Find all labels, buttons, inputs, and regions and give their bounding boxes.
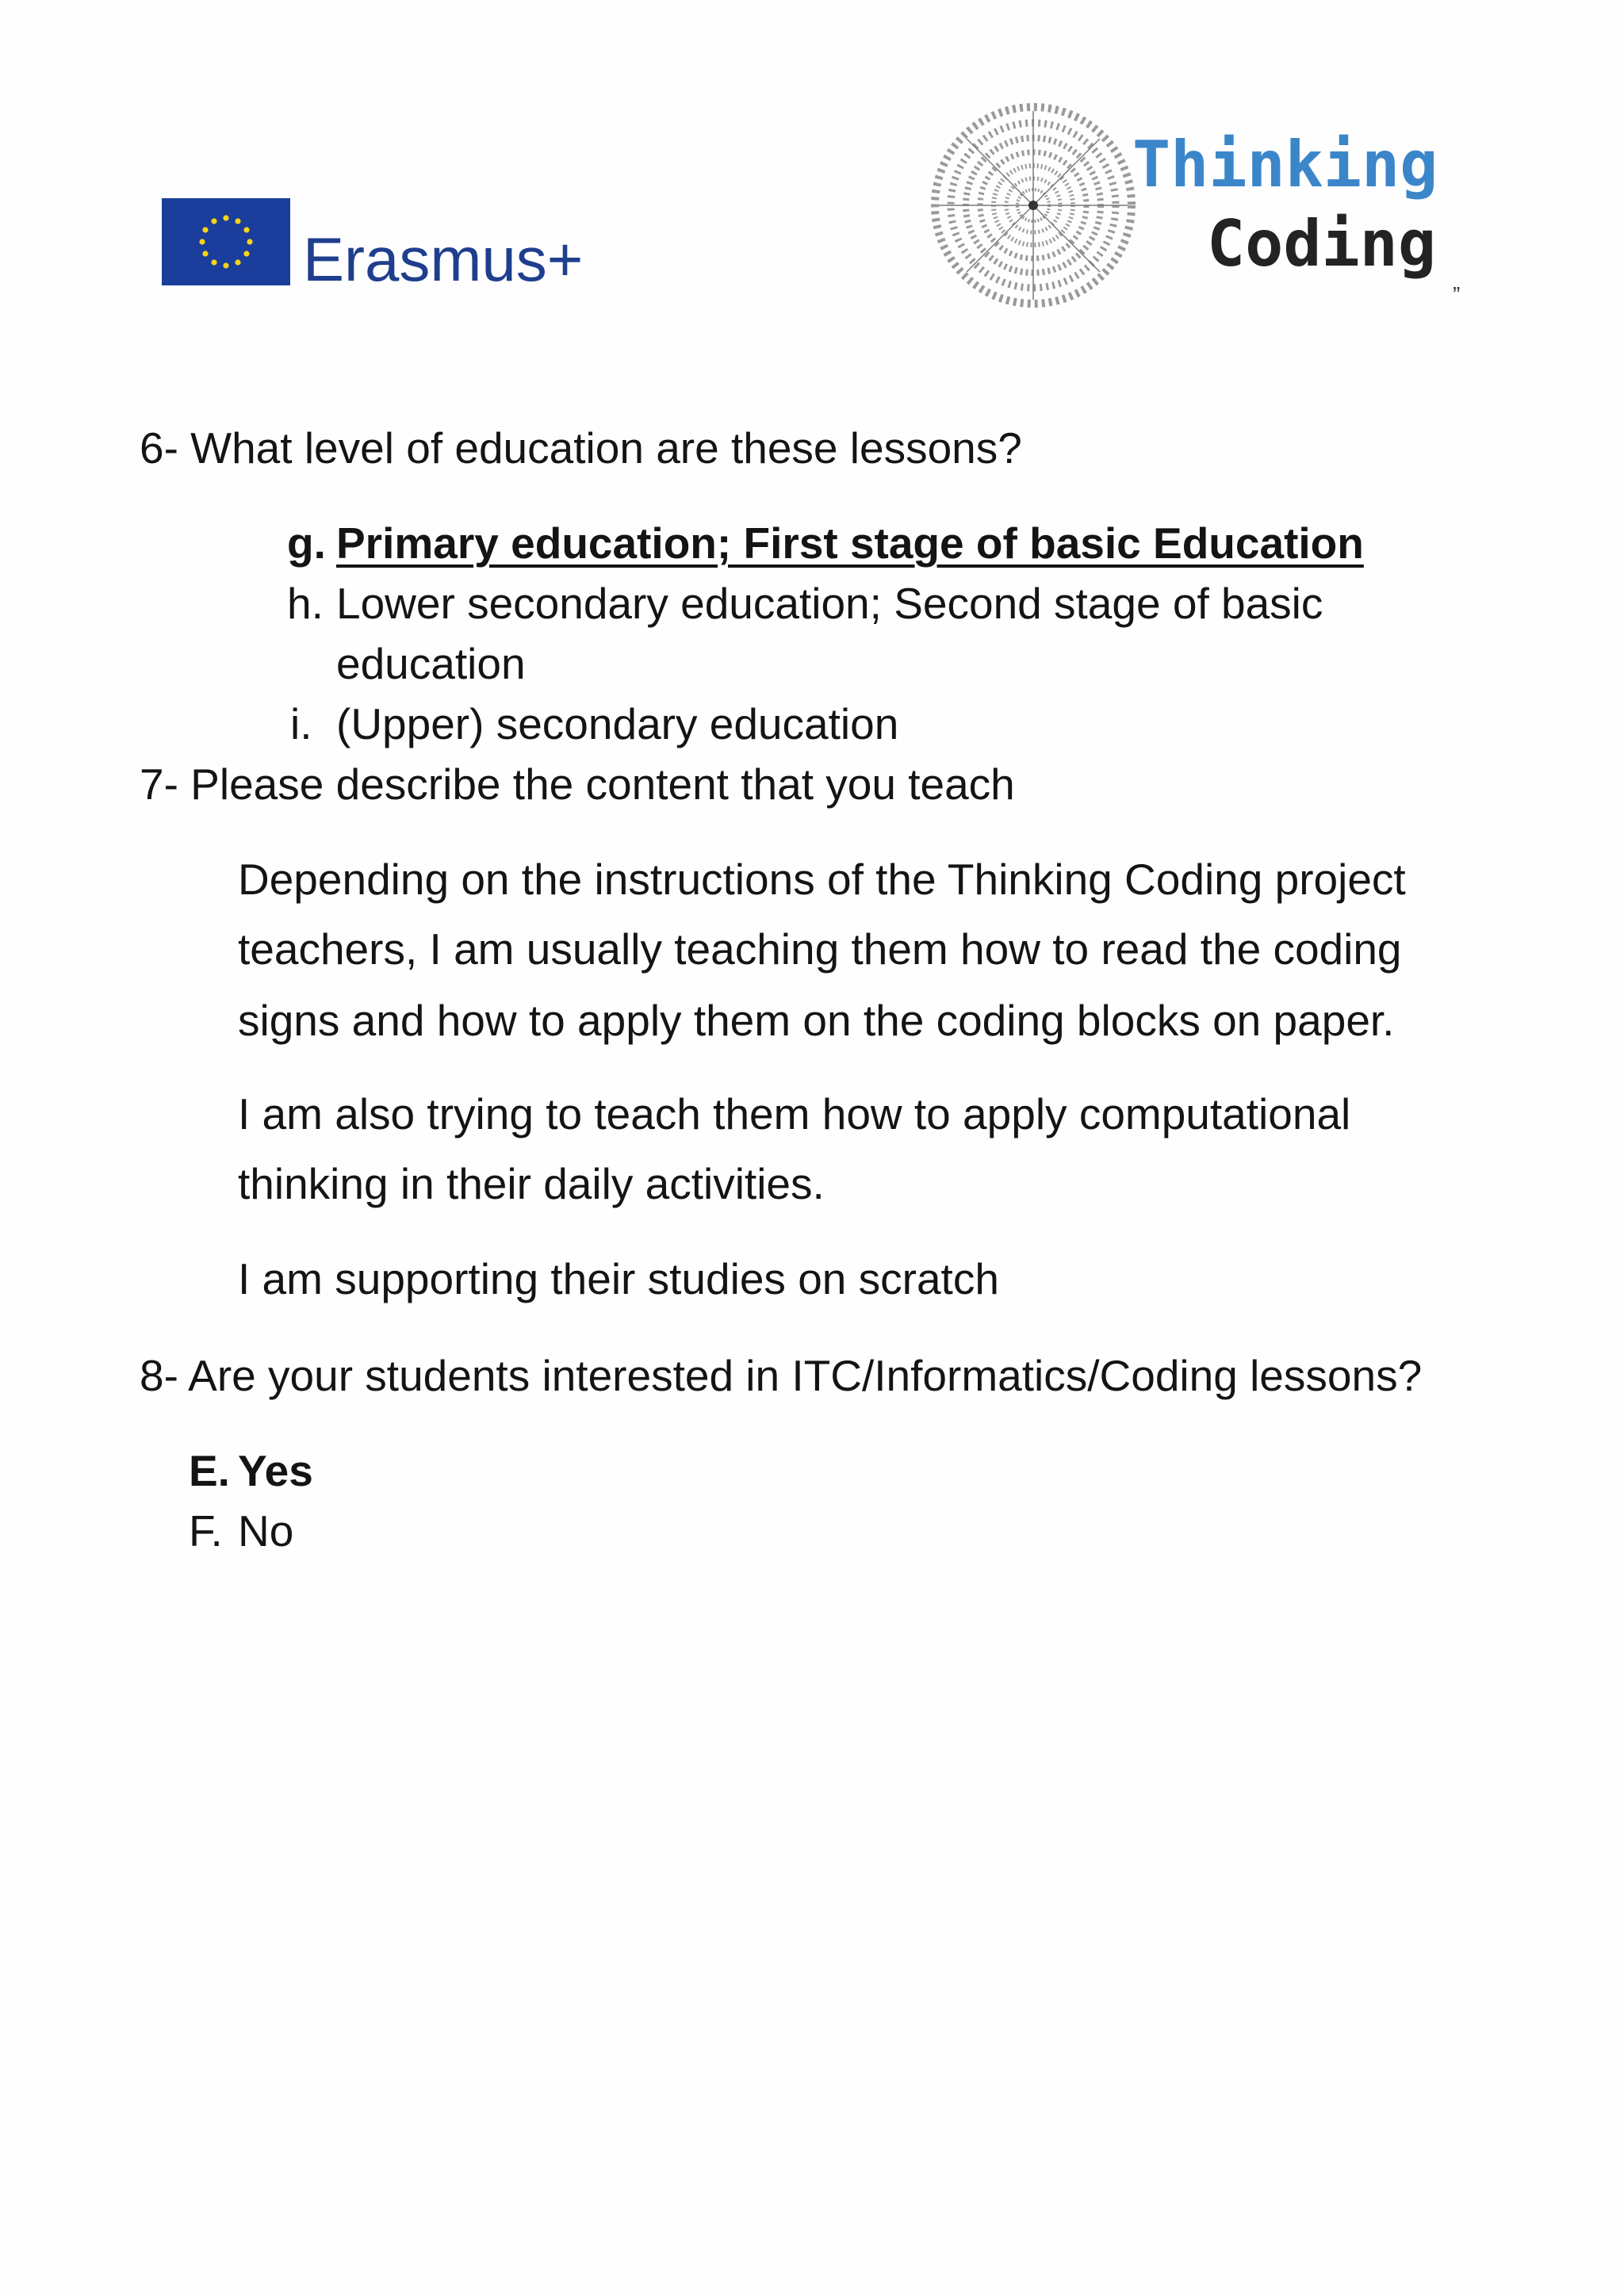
- option-i: (Upper) secondary education: [336, 699, 899, 748]
- option-g-selected: Primary education; First stage of basic Education: [336, 519, 1364, 568]
- answer-7-p1-line2: teachers, I am usually teaching them how to read the coding: [238, 924, 1402, 974]
- logo-coding-text: Coding: [1207, 207, 1436, 281]
- binary-spiral-icon: [929, 101, 1137, 309]
- answer-7-p3-line1: I am supporting their studies on scratch: [238, 1254, 999, 1303]
- option-marker-h: h.: [287, 579, 324, 628]
- question-6: 6- What level of education are these lessons?: [140, 423, 1022, 473]
- answer-7-p2-line2: thinking in their daily activities.: [238, 1159, 825, 1208]
- option-h: Lower secondary education; Second stage of basic: [336, 579, 1323, 628]
- thinking-coding-logo: [929, 101, 1437, 316]
- answer-7-p1-line1: Depending on the instructions of the Thinking Coding project: [238, 855, 1406, 904]
- answer-7-p1-line3: signs and how to apply them on the coding blocks on paper.: [238, 996, 1395, 1045]
- option-marker-f: F.: [189, 1506, 223, 1556]
- option-h-continued: education: [336, 639, 526, 688]
- question-7: 7- Please describe the content that you teach: [140, 760, 1015, 809]
- option-f: No: [238, 1506, 294, 1556]
- option-marker-i: i.: [290, 699, 312, 748]
- question-8: 8- Are your students interested in ITC/Informatics/Coding lessons?: [140, 1351, 1423, 1400]
- answer-7-p2-line1: I am also trying to teach them how to apply computational: [238, 1089, 1351, 1138]
- erasmus-wordmark: Erasmus+: [303, 224, 584, 294]
- option-e-selected: Yes: [238, 1446, 313, 1495]
- option-marker-e: E.: [189, 1446, 230, 1495]
- logo-thinking-text: Thinking: [1132, 128, 1438, 201]
- eu-flag-icon: [162, 198, 290, 285]
- stray-quote-mark: ”: [1453, 282, 1461, 307]
- erasmus-logo: [162, 198, 590, 293]
- option-marker-g: g.: [287, 519, 326, 568]
